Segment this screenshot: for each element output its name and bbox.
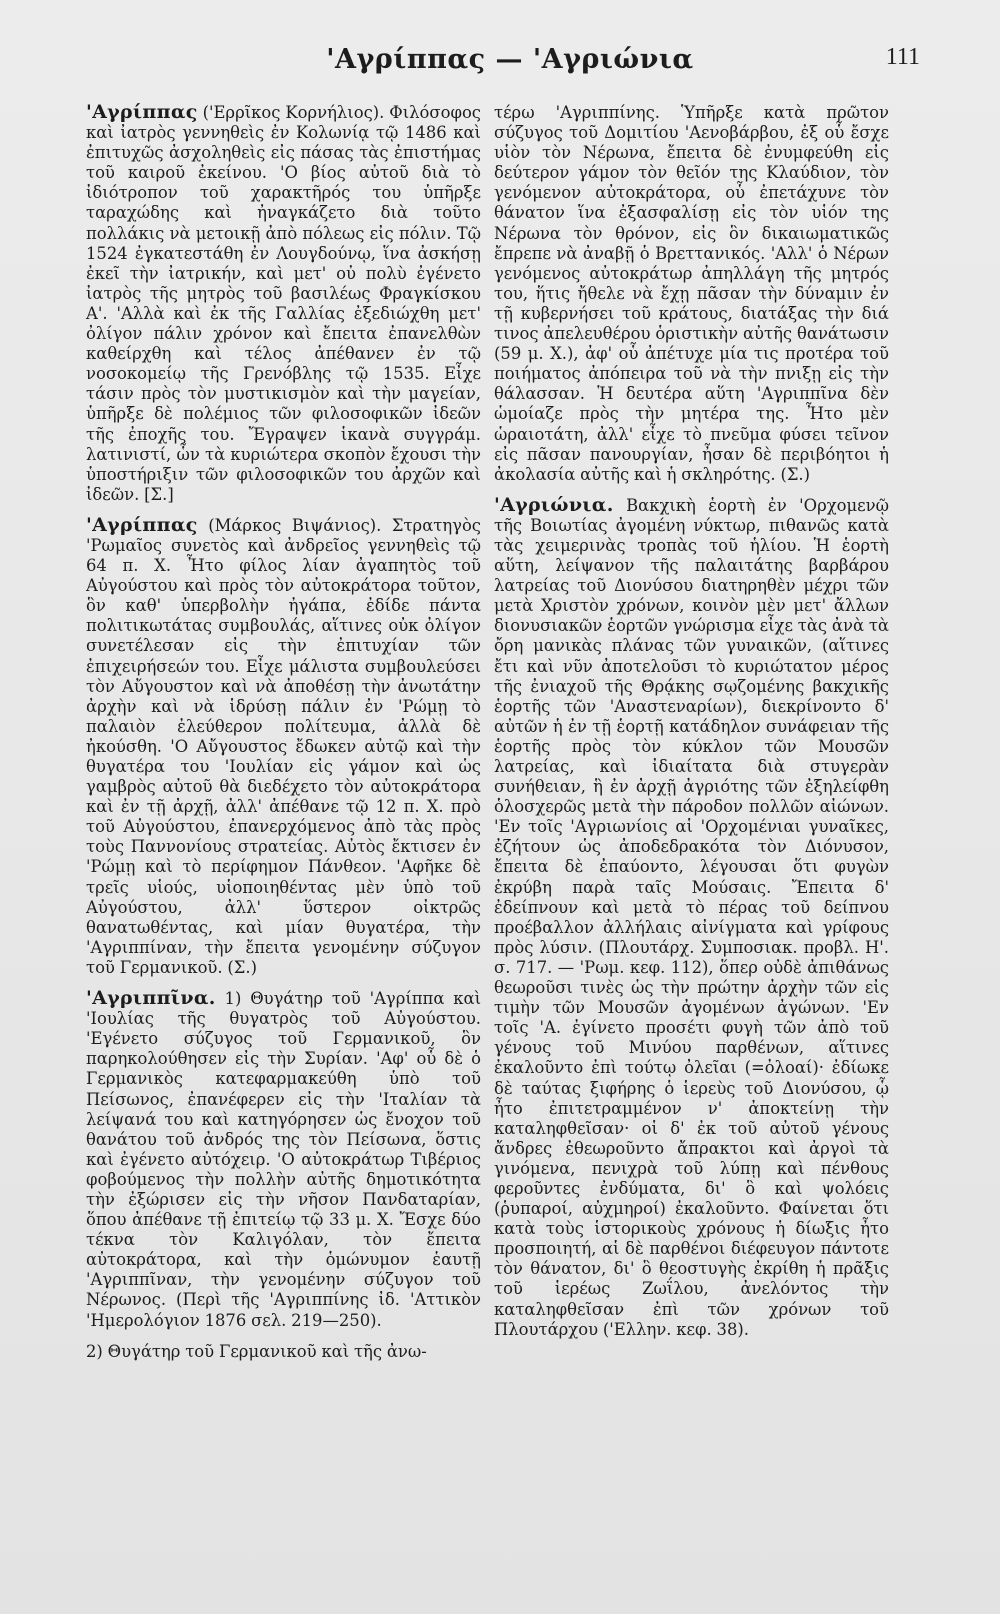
- entry-agrippina-2-start: [86, 1341, 481, 1362]
- entry-text: (Μάρκος Βιψάνιος). Στρατηγὸς 'Ρωμαῖος συνετὸς καὶ ἀνδρεῖος γεννηθεὶς τῷ 64 π. Χ. Ἦτο φίλος λίαν ἀγαπητὸς τοῦ Αὐγούστου καὶ πρὸς τὸν αὐτοκράτορα τοῦτον, ὃν καθ' ὑπερβολὴν ἠγάπα, ἐδίδε πάντα πολιτικωτάτας συμβουλάς, αἵτινες οὐκ ὀλίγον συνετέλεσαν εἰς τὴν ἐπιτυχίαν τῶν ἐπιχειρήσεών του. Εἶχε μάλιστα συμβουλεύσει τὸν Αὔγουστον καὶ νὰ ἀποθέσῃ τὴν ἀνωτάτην ἀρχὴν καὶ νὰ ἱδρύσῃ πάλιν ἐν 'Ρώμῃ τὸ παλαιὸν ἐλεύθερον πολίτευμα, ἀλλὰ δὲ ἠκούσθη. 'Ο Αὔγουστος ἔδωκεν αὐτῷ καὶ τὴν θυγατέρα του 'Ιουλίαν εἰς γάμον καὶ ὡς γαμβρὸς αὐτοῦ θὰ διεδέχετο τὸν αὐτοκράτορα καὶ ἐν τῇ ἀρχῇ, ἀλλ' ἀπέθανε τῷ 12 π. Χ. πρὸ τοῦ Αὐγούστου, ἐπανερχόμενος ἀπὸ τὰς πρὸς τοὺς Παννονίους στρατείας. Αὐτὸς ἔκτισεν ἐν 'Ρώμῃ καὶ τὸ περίφημον Πάνθεον. 'Αφῆκε δὲ τρεῖς υἱούς, υἱοποιηθέντας μὲν ὑπὸ τοῦ Αὐγούστου, ἀλλ' ὕστερον οἰκτρῶς θανατωθέντας, καὶ μίαν θυγατέρα, τὴν 'Αγριππίναν, τὴν ἔπειτα γενομένην σύζυγον τοῦ Γερμανικοῦ. (Σ.): [86, 515, 481, 977]
- page-number: 111: [885, 44, 920, 70]
- entry-agrippina-2-continued: [494, 102, 889, 485]
- entry-text: Βακχικὴ ἑορτὴ ἐν 'Ορχομενῷ τῆς Βοιωτίας ἀγομένη νύκτωρ, πιθανῶς κατὰ τὰς χειμερινὰς τροπὰς τοῦ ἡλίου. Ἡ ἑορτὴ αὕτη, λείψανον τῆς παλαιτάτης βαρβάρου λατρείας τοῦ Διονύσου διατηρηθὲν μέχρι τῶν μετὰ Χριστὸν χρόνων, κοινὸν μὲν μετ' ἄλλων διονυσιακῶν ἑορτῶν γνώρισμα εἶχε τὰς ἀνὰ τὰ ὄρη μανικὰς πλάνας τῶν γυναικῶν, (αἵτινες ἔτι καὶ νῦν ἀποτελοῦσι τὸ κυριώτατον μέρος τῆς ἐνιαχοῦ τῆς Θρᾴκης σῳζομένης βακχικῆς ἑορτῆς τῶν 'Αναστεναρίων), διεκρίνοντο δ' αὐτῶν ἡ ἐν τῇ ἑορτῇ κατάδηλον συνάφειαν τῆς ἑορτῆς πρὸς τὸν κύκλον τῶν Μουσῶν λατρείας, καὶ ἰδιαίτατα διὰ στυγερὰν συνήθειαν, ἣ ἐν ἀρχῇ ἀγριότης τῶν ἐξηλείφθη ὁλοσχερῶς μετὰ τὴν πάροδον πολλῶν αἰώνων. 'Εν τοῖς 'Αγριωνίοις αἱ 'Ορχομένιαι γυναῖκες, ἐζήτουν ὡς ἀποδεδρακότα τὸν Διόνυσον, ἔπειτα δὲ ἐπαύοντο, λέγουσαι ὅτι φυγὼν ἐκρύβη παρὰ ταῖς Μούσαις. Ἔπειτα δ' ἐδείπνουν καὶ μετὰ τὸ πέρας τοῦ δείπνου προέβαλλον ἀλλήλαις αἰνίγματα καὶ γρίφους πρὸς λύσιν. (Πλουτάρχ. Συμποσιακ. προβλ. Η'. σ. 717. — 'Ρωμ. κεφ. 112), ὅπερ οὐδὲ ἀπιθάνως θεωροῦσι τινὲς ὡς τὴν πρώτην ἀρχὴν τῶν εἰς τιμὴν τῶν Μουσῶν ἀγομένων ἀγώνων. 'Εν τοῖς 'Α. ἐγίνετο προσέτι φυγὴ τῶν ἀπὸ τοῦ γένους τοῦ Μινύου παρθένων, αἵτινες ἐκαλοῦντο ἐπὶ τούτῳ ὀλεῖαι (=ὀλοαί)· ἐδίωκε δὲ ταύτας ξιφήρης ὁ ἱερεὺς τοῦ Διονύσου, ᾧ ἦτο ἐπιτετραμμένον ν' ἀποκτείνῃ τὴν καταληφθεῖσαν· οἱ δ' ἐκ τοῦ αὐτοῦ γένους ἄνδρες ἐθεωροῦντο ἄπρακτοι καὶ ἀργοὶ τὰ γινόμενα, πενιχρὰ τοῦ λύπῃ καὶ πένθους φεροῦντες ἐνδύματα, δι' ὃ καὶ ψολόεις (ῥυπαροί, αὐχμηροί) ἐκαλοῦντο. Φαίνεται ὅτι κατὰ τοὺς ἱστορικοὺς χρόνους ἡ δίωξις ἦτο προσποιητή, αἱ δὲ παρθένοι διέφευγον πάντοτε τὸν θάνατον, δι' ὃ θεοστυγὴς ἐκρίθη ἡ πρᾶξις τοῦ ἱερέως Ζωΐλου, ἀνελόντος τὴν καταληφθεῖσαν ἐπὶ τῶν χρόνων τοῦ Πλουτάρχου ('Ελλην. κεφ. 38).: [494, 495, 889, 1339]
- entry-text: 1) Θυγάτηρ τοῦ 'Αγρίππα καὶ 'Ιουλίας τῆς θυγατρὸς τοῦ Αὐγούστου. 'Εγένετο σύζυγος τοῦ Γερμανικοῦ, ὃν παρηκολούθησεν εἰς τὴν Συρίαν. 'Αφ' οὗ δὲ ὁ Γερμανικὸς κατεφαρμακεύθη ὑπὸ τοῦ Πείσωνος, ἐπανέφερεν εἰς τὴν 'Ιταλίαν τὰ λείψανά του καὶ κατηγόρησεν ὡς ἔνοχον τοῦ θανάτου τοῦ ἀνδρός της τὸν Πείσωνα, ὅστις καὶ ἐγένετο αὐτόχειρ. 'Ο αὐτοκράτωρ Τιβέριος φοβούμενος τὴν πολλὴν αὐτῆς δημοτικότητα τὴν ἐξώρισεν εἰς τὴν νῆσον Πανδαταρίαν, ὅπου ἀπέθανε τῇ ἐπιτείῳ τῷ 33 μ. Χ. Ἔσχε δύο τέκνα τὸν Καλιγόλαν, τὸν ἔπειτα αὐτοκράτορα, καὶ τὴν ὁμώνυμον ἑαυτῇ 'Αγριππῖναν, τὴν γενομένην σύζυγον τοῦ Νέρωνος. (Περὶ τῆς 'Αγριππίνης ἰδ. 'Αττικὸν 'Ημερολόγιον 1876 σελ. 219—250).: [86, 989, 481, 1330]
- entry-agrippina: [86, 988, 481, 1331]
- right-column: [494, 102, 889, 1340]
- page-header-title: 'Αγρίππας — 'Αγριώνια: [326, 44, 694, 75]
- entry-headword: 'Αγρίππας: [86, 101, 198, 123]
- entry-text: τέρω 'Αγριππίνης. Ὑπῆρξε κατὰ πρῶτον σύζυγος τοῦ Δομιτίου 'Αενοβάρβου, ἐξ οὗ ἔσχε υἱὸν τὸν Νέρωνα, ἔπειτα δὲ ἐνυμφεύθη εἰς δεύτερον γάμον τὸν θεῖόν της Κλαύδιον, τὸν γενόμενον αὐτοκράτορα, οὗ ἐπετάχυνε τὸν θάνατον ἵνα ἐξασφαλίσῃ εἰς τὸν υἱόν της Νέρωνα τὸν θρόνον, εἰς ὃν δικαιωματικῶς ἔπρεπε νὰ ἀναβῇ ὁ Βρεττανικός. 'Αλλ' ὁ Νέρων γενόμενος αὐτοκράτωρ ἀπηλλάγη τῆς μητρός του, ἥτις ἤθελε νὰ ἔχῃ πᾶσαν τὴν δύναμιν ἐν τῇ κυβερνήσει τοῦ κράτους, διατάξας τὴν διά τινος ἀπελευθέρου ὁριστικὴν αὐτῆς θανάτωσιν (59 μ. Χ.), ἀφ' οὗ ἀπέτυχε μία τις προτέρα τοῦ ποιήματος ἀπόπειρα τοῦ νὰ τὴν πνιξῃ εἰς τὴν θάλασσαν. Ἡ δευτέρα αὕτη 'Αγριππῖνα δὲν ὡμοίαζε πρὸς τὴν μητέρα της. Ἦτο μὲν ὡραιοτάτη, ἀλλ' εἶχε τὸ πνεῦμα φύσει τεῖνον εἰς πᾶσαν πανουργίαν, ἦσαν δὲ περιβόητοι ἡ ἀκολασία αὐτῆς καὶ ἡ σκληρότης. (Σ.): [494, 103, 889, 484]
- left-column: [86, 102, 481, 1362]
- entry-headword: 'Αγριώνια.: [494, 493, 614, 516]
- entry-agrippas-cornelius: [86, 102, 481, 505]
- entry-headword: 'Αγριππῖνα.: [86, 987, 216, 1010]
- running-head: [0, 44, 1000, 84]
- entry-agrionia: [494, 495, 889, 1340]
- entry-text: ('Ερρῖκος Κορνήλιος). Φιλόσοφος καὶ ἰατρὸς γεννηθεὶς ἐν Κολωνίᾳ τῷ 1486 καὶ ἐπιτυχῶς ἀσχοληθεὶς εἰς πάσας τὰς ἐπιστήμας τοῦ καιροῦ ἐκείνου. 'Ο βίος αὐτοῦ διὰ τὸ ἰδιότροπον τοῦ χαρακτῆρός του ὑπῆρξε ταραχώδης καὶ ἠναγκάζετο διὰ τοῦτο πολλάκις νὰ μετοικῇ ἀπὸ πόλεως εἰς πόλιν. Τῷ 1524 ἐγκατεστάθη ἐν Λουγδούνῳ, ἵνα ἀσκήσῃ ἐκεῖ τὴν ἰατρικήν, καὶ μετ' οὐ πολὺ ἐγένετο ἰατρὸς τῆς μητρὸς τοῦ βασιλέως Φραγκίσκου Α'. 'Αλλὰ καὶ ἐκ τῆς Γαλλίας ἐξεδιώχθη μετ' ὀλίγον πάλιν χρόνον καὶ ἔπειτα ἐπανελθὼν καθείρχθη καὶ τέλος ἀπέθανεν ἐν τῷ νοσοκομείῳ τῆς Γρενόβλης τῷ 1535. Εἶχε τάσιν πρὸς τὸν μυστικισμὸν καὶ τὴν μαγείαν, ὑπῆρξε δὲ πολέμιος τῶν φιλοσοφικῶν ἰδεῶν τῆς ἐποχῆς του. Ἔγραψεν ἱκανὰ συγγράμ. λατινιστί, ὧν τὰ κυριώτερα σκοπὸν ἔχουσι τὴν ὑποστήριξιν τῶν φιλοσοφικῶν του ἀρχῶν καὶ ἰδεῶν. [Σ.]: [86, 103, 481, 504]
- entry-text: 2) Θυγάτηρ τοῦ Γερμανικοῦ καὶ τῆς ἀνω-: [86, 1341, 427, 1361]
- entry-agrippas-vipsanius: [86, 515, 481, 978]
- entry-headword: 'Αγρίππας: [86, 513, 198, 536]
